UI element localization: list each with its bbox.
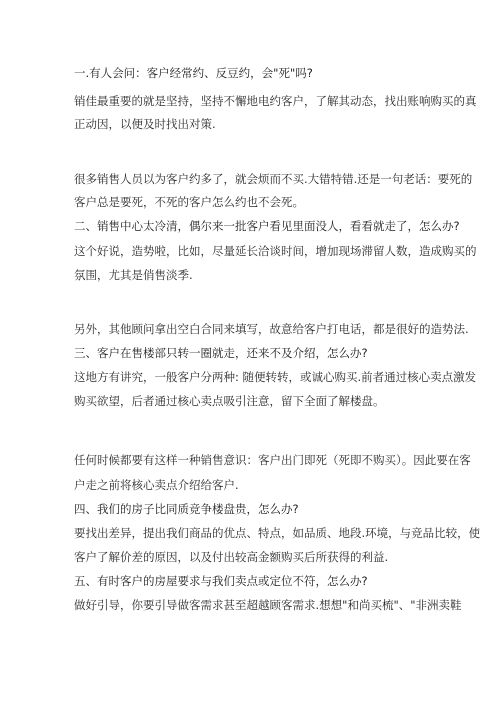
paragraph-line: 客户了解价差的原因，以及付出较高金额购买后所获得的利益. [74,550,389,564]
heading-q3: 三、客户在售楼部只转一圈就走，还来不及介绍，怎么办? [74,346,368,360]
paragraph-line: 购买欲望，后者通过核心卖点吸引注意，留下全面了解楼盘。 [74,394,385,408]
paragraph-line: 这地方有讲究，一般客户分两种: 随便转转，或诚心购买.前者通过核心卖点激发 [74,370,477,384]
paragraph-line: 做好引导，你要引导做客需求甚至超越顾客需求.想想"和尚买梳"、"非洲卖鞋 [74,598,462,612]
heading-q2: 二、销售中心太冷清，偶尔来一批客户看见里面没人，看看就走了，怎么办? [74,219,460,233]
paragraph-line: 氛围，尤其是俏售淡季. [74,268,193,282]
heading-q5: 五、有时客户的房屋要求与我们卖点或定位不符，怎么办? [74,574,368,588]
paragraph-line: 另外，其他顾问拿出空白合同来填写，故意给客户打电话，都是很好的造势法. [74,322,469,336]
paragraph-line: 客户总是要死，不死的客户怎么约也不会死。 [74,195,304,209]
heading-q4: 四、我们的房子比同质竞争楼盘贵，怎么办? [74,502,299,516]
paragraph-line: 户走之前将核心卖点介绍给客户. [74,478,239,492]
paragraph-line: 要找出差异，提出我们商品的优点、特点，如品质、地段.环境，与竞品比较，使 [74,526,481,540]
paragraph-line: 任何时候都要有这样一种销售意识：客户出门即死（死即不购买）。因此要在客 [74,453,471,467]
paragraph-line: 销佳最重要的就是坚持，坚持不懈地电约客户，了解其动态，找出账响购买的真 [74,94,477,108]
paragraph-line: 很多销售人员以为客户约多了，就会烦而不买.大错特错.还是一句老话：要死的 [74,172,473,186]
paragraph-line: 正动因，以便及时找出对策. [74,117,216,131]
paragraph-line: 这个好说，造势啦，比如，尽量延长洽谈时间，增加现场滞留人数，造成购买的 [74,244,477,258]
heading-q1: 一.有人会问：客户经常约、反豆约，会"死"吗? [74,66,313,80]
